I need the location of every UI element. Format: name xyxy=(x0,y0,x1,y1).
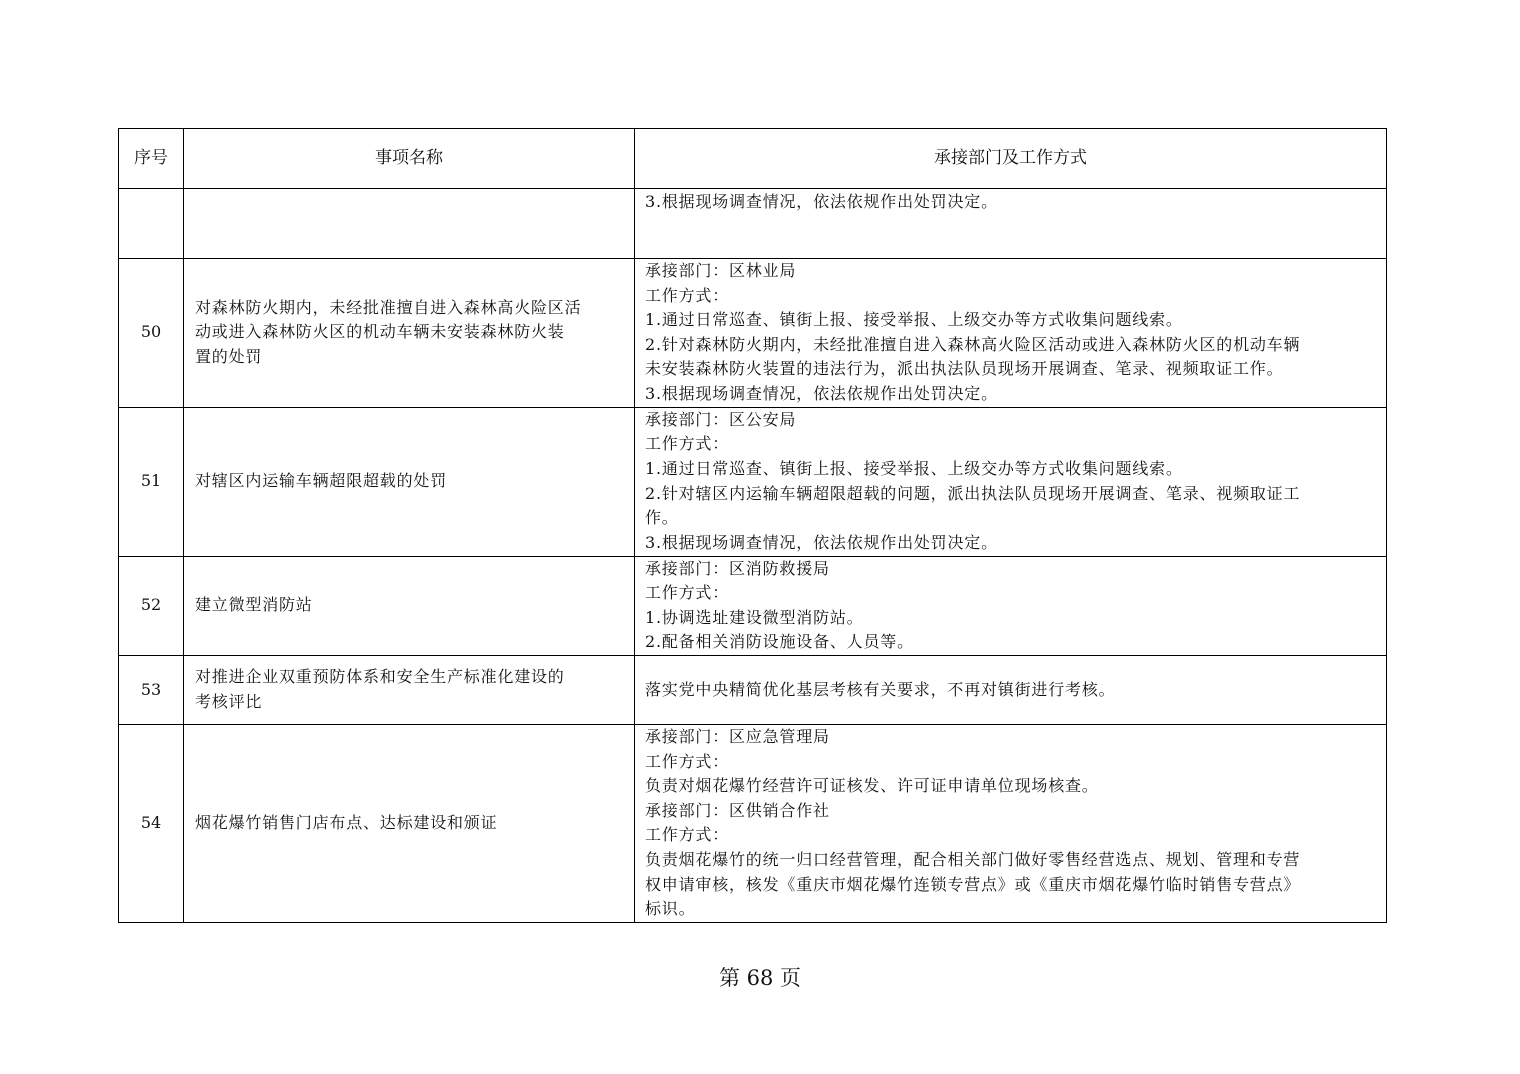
name-line: 置的处罚 xyxy=(195,347,263,367)
header-dept: 承接部门及工作方式 xyxy=(635,129,1387,189)
row-dept xyxy=(635,724,1387,922)
dept-line: 承接部门：区公安局 xyxy=(645,409,797,429)
name-line: 对推进企业双重预防体系和安全生产标准化建设的 xyxy=(195,667,565,687)
dept-line: 承接部门：区应急管理局 xyxy=(645,726,830,746)
row-dept xyxy=(635,189,1387,259)
dept-line: 负责对烟花爆竹经营许可证核发、许可证申请单位现场核查。 xyxy=(645,776,1099,796)
dept-line: 1.协调选址建设微型消防站。 xyxy=(645,607,864,627)
dept-line: 3.根据现场调查情况，依法依规作出处罚决定。 xyxy=(645,532,998,552)
name-line: 考核评比 xyxy=(195,691,263,711)
matters-table xyxy=(118,128,1387,923)
row-dept xyxy=(635,655,1387,724)
dept-line: 承接部门：区供销合作社 xyxy=(645,800,830,820)
name-line: 建立微型消防站 xyxy=(195,595,313,615)
row-name xyxy=(184,556,635,655)
dept-line: 1.通过日常巡查、镇街上报、接受举报、上级交办等方式收集问题线索。 xyxy=(645,310,1183,330)
dept-line: 2.配备相关消防设施设备、人员等。 xyxy=(645,632,914,652)
header-name: 事项名称 xyxy=(184,129,635,189)
row-name xyxy=(184,407,635,556)
row-name xyxy=(184,259,635,408)
row-number: 50 xyxy=(119,259,184,408)
table-row xyxy=(119,407,1387,556)
dept-line: 负责烟花爆竹的统一归口经营管理，配合相关部门做好零售经营选点、规划、管理和专营 xyxy=(645,849,1301,869)
row-number: 53 xyxy=(119,655,184,724)
header-no: 序号 xyxy=(119,129,184,189)
name-line: 对辖区内运输车辆超限超载的处罚 xyxy=(195,471,448,491)
row-dept xyxy=(635,407,1387,556)
table-row xyxy=(119,259,1387,408)
table-row xyxy=(119,556,1387,655)
dept-line: 工作方式： xyxy=(645,285,730,305)
name-line: 对森林防火期内，未经批准擅自进入森林高火险区活 xyxy=(195,297,582,317)
dept-line: 2.针对森林防火期内，未经批准擅自进入森林高火险区活动或进入森林防火区的机动车辆 xyxy=(645,334,1301,354)
dept-line: 工作方式： xyxy=(645,825,730,845)
row-dept xyxy=(635,259,1387,408)
dept-line: 3.根据现场调查情况，依法依规作出处罚决定。 xyxy=(645,383,998,403)
name-line: 动或进入森林防火区的机动车辆未安装森林防火装 xyxy=(195,322,565,342)
dept-line: 1.通过日常巡查、镇街上报、接受举报、上级交办等方式收集问题线索。 xyxy=(645,458,1183,478)
row-number xyxy=(119,189,184,259)
row-number: 54 xyxy=(119,724,184,922)
table-row xyxy=(119,724,1387,922)
row-name xyxy=(184,724,635,922)
dept-line: 2.针对辖区内运输车辆超限超载的问题，派出执法队员现场开展调查、笔录、视频取证工 xyxy=(645,483,1301,503)
row-name xyxy=(184,655,635,724)
row-number: 52 xyxy=(119,556,184,655)
row-dept xyxy=(635,556,1387,655)
table-row xyxy=(119,189,1387,259)
dept-line: 承接部门：区消防救援局 xyxy=(645,558,830,578)
name-line: 烟花爆竹销售门店布点、达标建设和颁证 xyxy=(195,813,498,833)
row-name xyxy=(184,189,635,259)
table-header-row xyxy=(119,129,1387,189)
dept-line: 作。 xyxy=(645,508,679,528)
dept-line: 标识。 xyxy=(645,899,696,919)
table-row xyxy=(119,655,1387,724)
dept-line: 3.根据现场调查情况，依法依规作出处罚决定。 xyxy=(645,192,998,211)
dept-line: 工作方式： xyxy=(645,583,730,603)
row-number: 51 xyxy=(119,407,184,556)
dept-line: 承接部门：区林业局 xyxy=(645,261,797,280)
dept-line: 落实党中央精简优化基层考核有关要求，不再对镇街进行考核。 xyxy=(645,679,1116,699)
page-number: 第 68 页 xyxy=(718,966,802,990)
dept-line: 工作方式： xyxy=(645,751,730,771)
dept-line: 未安装森林防火装置的违法行为，派出执法队员现场开展调查、笔录、视频取证工作。 xyxy=(645,359,1284,379)
dept-line: 权申请审核，核发《重庆市烟花爆竹连锁专营点》或《重庆市烟花爆竹临时销售专营点》 xyxy=(645,874,1301,894)
dept-line: 工作方式： xyxy=(645,434,730,454)
